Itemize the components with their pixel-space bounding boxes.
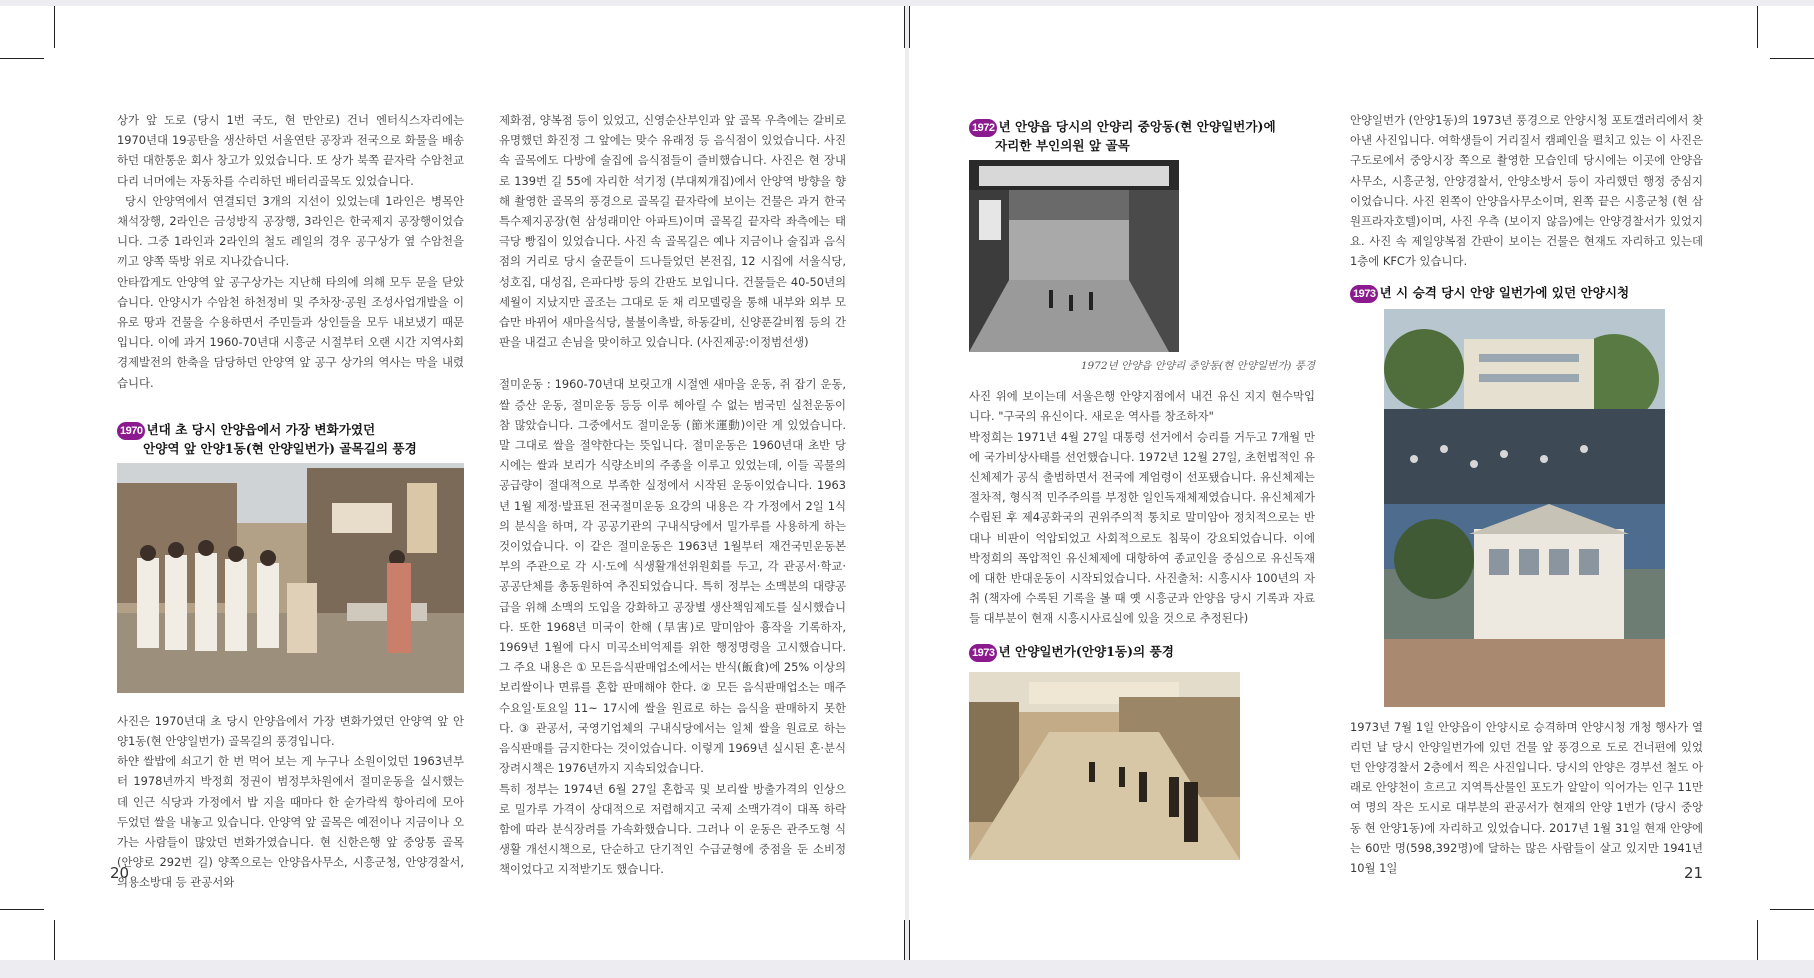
page-number: 21 xyxy=(1684,864,1704,882)
paragraph: 하얀 쌀밥에 쇠고기 한 번 먹어 보는 게 누구나 소원이었던 1963년부터 1978년까지 박정희 정권이 범정부차원에서 절미운동을 실시했는데 인근 식당과 가정에서 밥 지을 때마다 한 숟가락씩 항아리에 모아 두었던 쌀을 내놓고 있습니다. 안양역 앞 골목은 예전이나 지금이나 오가는 사람들이 많았던 번화가였습니다. 현 신한은행 앞 중앙통 골목 (안양로 292번 길) 양쪽으로는 안양읍사무소, 시흥군청, 안양경찰서, 의용소방대 등 관공서와 xyxy=(117,754,464,890)
crop-mark xyxy=(904,920,905,960)
crop-mark xyxy=(0,58,44,59)
page-number: 20 xyxy=(110,864,130,882)
right-page xyxy=(909,6,1814,960)
heading-line2: 자리한 부인의원 앞 골목 xyxy=(995,138,1130,153)
year-badge: 1973 xyxy=(1350,285,1378,303)
street-photo-image xyxy=(117,463,464,693)
crop-mark xyxy=(1757,6,1758,48)
photo-street-1973 xyxy=(969,672,1240,860)
paragraph: 박정희는 1971년 4월 27일 대통령 선거에서 승리를 거두고 7개월 만에 국가비상사태를 선언했습니다. 1972년 12월 27일, 초헌법적인 유신체제가 공식 출범하면서 전국에 계엄령이 선포됐습니다. 유신체제는 절차적, 형식적 민주주의를 부정한 일인독재체제였습니다. 유신체제가 수립된 후 제4공화국의 권위주의적 통치로 말미암아 정치적으로는 반대나 비판이 억압되었고 사회적으로도 침묵이 강요되었습니다. 이에 박정희의 폭압적인 유신체제에 대항하여 종교인을 중심으로 유신독재에 대한 반대운동이 시작되었습니다. 사진출처: 시흥시사 100년의 자취 (책자에 수록된 기록을 볼 때 옛 시흥군과 안양읍 당시 기록과 자료들 대부분이 현재 시흥시사료실에 있을 것으로 추정된다) xyxy=(969,429,1315,626)
banner-photo-image xyxy=(969,160,1179,352)
paragraph: 사진 위에 보이는데 서울은행 안양지점에서 내건 유신 지지 현수막입니다. "구국의 유신이다. 새로운 역사를 창조하자" xyxy=(969,389,1315,424)
photo-banner-1972 xyxy=(969,160,1179,352)
paragraph: 사진은 1970년대 초 당시 안양읍에서 가장 변화가였던 안양역 앞 안양1동(현 안양일번가) 골목길의 풍경입니다. xyxy=(117,713,464,749)
paragraph: 당시 안양역에서 연결되던 3개의 지선이 있었는데 1라인은 병목안 채석장행, 2라인은 금성방직 공장행, 3라인은 한국제지 공장행이었습니다. 그중 1라인과 2라인의 철도 레일의 경우 공구상가 옆 수암천을 끼고 양쪽 뚝방 위로 지나갔습니다. xyxy=(117,193,464,269)
year-badge: 1970 xyxy=(117,422,145,440)
paragraph: 상가 앞 도로 (당시 1번 국도, 현 만안로) 건너 엔터식스자리에는 1970년대 19공탄을 생산하던 서울연탄 공장과 전국으로 화물을 배송하던 대한통운 회사 창고가 있었습니다. 또 상가 북쪽 끝자락 수암천교 다리 너머에는 자동차를 수리하던 배터리골목도 있었습니다. xyxy=(117,113,464,188)
paragraph: 안양일번가 (안양1동)의 1973년 풍경으로 안양시청 포토갤러리에서 찾아낸 사진입니다. 여학생들이 거리질서 캠페인을 펼치고 있는 이 사진은 구도로에서 중앙시장 쪽으로 촬영한 모습인데 당시에는 이곳에 안양읍사무소, 시흥군청, 안양경찰서, 안양소방서 등이 자리했던 행정 중심지이었습니다. 사진 왼쪽이 안양읍사무소이며, 왼쪽 끝은 시흥군청 (현 삼원프라자호텔)이며, 사진 우측 (보이지 않음)에는 안양경찰서가 있었지요. 사진 속 제일양복점 간판이 보이는 건물은 현재도 자리하고 있는데 1층에 KFC가 있습니다. xyxy=(1350,113,1703,269)
crop-mark xyxy=(909,6,910,48)
crop-mark xyxy=(904,6,905,48)
heading-line2: 안양역 앞 안양1동(현 안양일번가) 골목길의 풍경 xyxy=(143,440,417,456)
heading-line1: 년 안양읍 당시의 안양리 중앙동(현 안양일번가)에 xyxy=(998,119,1276,134)
year-badge: 1972 xyxy=(969,119,997,137)
paragraph: 특히 정부는 1974년 6월 27일 혼합곡 및 보리쌀 방출가격의 인상으로 밀가루 가격이 상대적으로 저렴해지고 국제 소맥가격이 대폭 하락함에 따라 분식장려를 가속화했습니다. 그러나 이 운동은 관주도형 식생활 개선시책으로, 단순하고 단기적인 수급균형에 중점을 둔 소비정책이었다고 지적받기도 했습니다. xyxy=(499,781,846,877)
heading-line1: 년 안양일번가(안양1동)의 풍경 xyxy=(998,643,1174,659)
heading-line1: 년 시 승격 당시 안양 일번가에 있던 안양시청 xyxy=(1379,284,1630,300)
right-column-2 xyxy=(1350,110,1703,878)
photo-caption: 1972년 안양읍 안양리 중앙동(현 안양일번가) 풍경 xyxy=(1080,360,1315,372)
paragraph: 1973년 7월 1일 안양읍이 안양시로 승격하며 안양시청 개청 행사가 열리던 날 당시 안양일번가에 있던 건물 앞 풍경으로 도로 건너편에 있었던 안양경찰서 2층에서 찍은 사진입니다. 당시의 안양은 경부선 철도 아래로 안양천이 흐르고 지역특산물인 포도가 알알이 익어가는 인구 11만여 명의 작은 도시로 대부분의 관공서가 현재의 안양 1번가 (당시 중앙동 현 안양1동)에 자리하고 있었습니다. 2017년 1월 31일 현재 안양에는 60만 명(598,392명)에 달하는 많은 사람들이 살고 있지만 1941년 10월 1일 xyxy=(1350,719,1703,876)
crop-mark xyxy=(1770,58,1814,59)
heading-line1: 년대 초 당시 안양읍에서 가장 변화가였던 xyxy=(146,421,376,437)
crop-mark xyxy=(54,6,55,48)
crop-mark xyxy=(909,920,910,960)
left-column-2 xyxy=(499,110,846,880)
cityhall-photo-image xyxy=(1384,309,1665,707)
section-heading-1972 xyxy=(969,118,1315,154)
crop-mark xyxy=(0,909,44,910)
section-heading-1970 xyxy=(117,421,464,457)
crop-mark xyxy=(54,920,55,960)
crop-mark xyxy=(1770,909,1814,910)
left-page xyxy=(0,6,905,960)
photo-cityhall-1973 xyxy=(1384,309,1665,707)
paragraph: 안타깝게도 안양역 앞 공구상가는 지난해 타의에 의해 모두 문을 닫았습니다. 안양시가 수암천 하천정비 및 주차장·공원 조성사업개발을 이유로 땅과 건물을 수용하면서 주민들과 상인들을 모두 내보냈기 때문입니다. 이에 과거 1960-70년대 시흥군 시절부터 오랜 시간 지역사회 경제발전의 한축을 담당하던 안양역 앞 공구 상가의 역사는 막을 내렸습니다. xyxy=(117,274,464,390)
section-heading-1973-cityhall xyxy=(1350,284,1703,303)
right-column-1 xyxy=(969,110,1315,860)
paragraph: 제화점, 양복점 등이 있었고, 신영순산부인과 앞 골목 우측에는 갈비로 유명했던 화진정 그 앞에는 맞수 유래정 등 음식점이 있었습니다. 사진 속 골목에도 다방에 술집에 음식점들이 즐비했습니다. 사진은 현 장내로 139번 길 55에 자리한 석기정 (부대찌개집)에서 안양역 방향을 향해 촬영한 골목의 풍경으로 골목길 끝자락에 보이는 건물은 과거 한국특수제지공장(현 삼성래미안 아파트)이며 골목길 끝자락 좌측에는 태극당 빵집이 있었습니다. 사진 속 골목길은 예나 지금이나 술집과 음식점의 거리로 당시 술꾼들이 드나들었던 본전집, 12 시집에 서울식당, 성호집, 대성집, 은파다방 등의 간판도 보입니다. 건물들은 40-50년의 세월이 지났지만 골조는 그대로 둔 채 리모델링을 통해 내부와 외부 모습만 바뀌어 새마을식당, 불불이촉발, 하동갈비, 신양푼갈비찜 등의 간판을 내걸고 손님을 맞이하고 있습니다. (사진제공:이정범선생) xyxy=(499,113,846,350)
crop-mark xyxy=(1757,920,1758,960)
street-1973-photo-image xyxy=(969,672,1240,860)
paragraph: 절미운동 : 1960-70년대 보릿고개 시절엔 새마을 운동, 쥐 잡기 운동, 쌀 증산 운동, 절미운동 등등 이루 헤아릴 수 없는 범국민 실천운동이 참 많았습니다. 그중에서도 절미운동 (節米運動)이란 게 있었습니다. 말 그대로 쌀을 절약한다는 뜻입니다. 절미운동은 1960년대 초반 당시에는 쌀과 보리가 식량소비의 주종을 이루고 있었는데, 이들 곡물의 공급량이 절대적으로 부족한 실정에서 시작된 운동이었습니다. 1963년 1월 제정·발표된 전국절미운동 요강의 내용은 각 가정에서 2일 1식의 분식을 하며, 각 공공기관의 구내식당에서 밀가루를 사용하게 하는 것이었습니다. 이 같은 절미운동은 1963년 1월부터 재건국민운동본부의 주관으로 각 시·도에 식생활개선위원회를 두고, 각 관공서·학교·공공단체를 총동원하여 추진되었습니다. 특히 정부는 소맥분의 대량공급을 위해 소맥의 도입을 강화하고 공장별 생산책임제도를 실시했습니다. 또한 1968년 미국이 한해 (旱害)로 말미암아 흉작을 기록하자, 1969년 1월에 다시 미곡소비억제를 위한 행정명령을 고시했습니다. 그 주요 내용은 ① 모든음식판매업소에서는 반식(飯食)에 25% 이상의 보리쌀이나 면류를 혼합 판매해야 한다. ② 모든 음식판매업소는 매주 수요일·토요일 11~ 17시에 쌀을 원료로 하는 음식을 판매하지 못한다. ③ 관공서, 국영기업체의 구내식당에서는 일체 쌀을 원료로 하는 음식판매를 금지한다는 것이었습니다. 이렇게 1969년 실시된 혼·분식 장려시책은 1976년까지 지속되었습니다. xyxy=(499,377,846,776)
section-heading-1973 xyxy=(969,643,1315,662)
year-badge: 1973 xyxy=(969,644,997,662)
left-column-1 xyxy=(117,110,464,893)
photo-street-1970 xyxy=(117,463,464,693)
